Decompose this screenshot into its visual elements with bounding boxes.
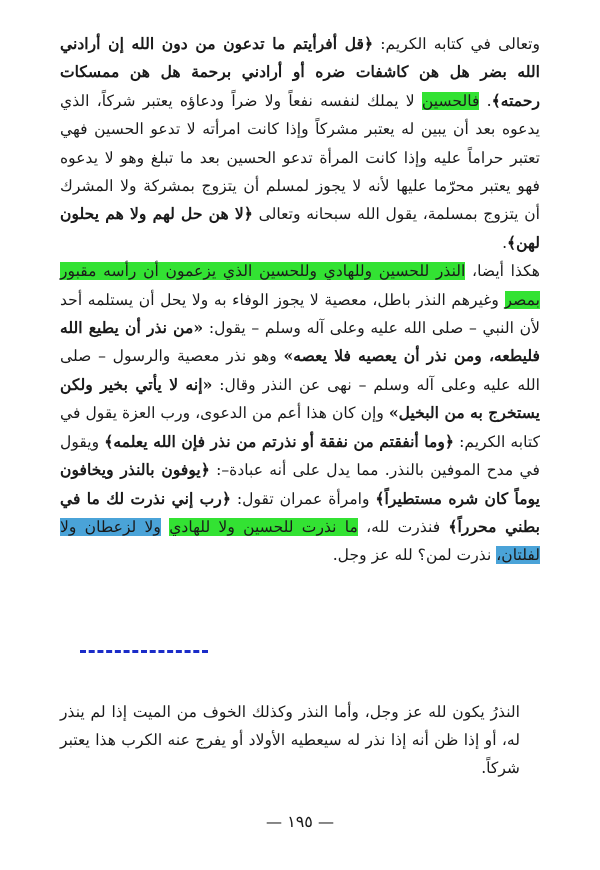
text-run: وهو نذر معصية والرسول – صلى الله عليه وعلى آله وسلم – نهى عن النذر وقال: <box>60 347 540 394</box>
text-run: وتعالى في كتابه الكريم: <box>373 35 540 53</box>
paragraph-1 <box>60 30 540 257</box>
quran-quote: ﴿يوفون بالنذر ويخافون يوماً كان شره مستطيراً﴾ <box>60 460 540 508</box>
quran-quote: ﴿لا هن حل لهم ولا هم يحلون لهن﴾ <box>60 204 540 252</box>
hadith-quote: «إنه لا يأتي بخير ولكن يستخرج به من البخيل» <box>60 374 540 423</box>
text-run: نذرت لمن؟ لله عز وجل. <box>332 546 497 565</box>
hadith-quote: «من نذر أن يطيع الله فليطعه، ومن نذر أن يعصيه فلا يعصه» <box>60 318 540 366</box>
quran-quote: ﴿وما أنفقتم من نفقة أو نذرتم من نذر فإن الله يعلمه﴾ <box>104 431 455 451</box>
highlighted-text: فالحسين <box>421 91 480 110</box>
paragraph-2 <box>60 257 540 569</box>
text-run: وإن كان هذا أعم من الدعوى، ورب العزة يقول في كتابه الكريم: <box>60 404 540 451</box>
document-body <box>60 30 540 570</box>
text-run: لا يملك لنفسه نفعاً ولا ضراً ودعاؤه يعتبر شركاً، الذي يدعوه بعد أن يبين له يعتبر مشركاً وإذا كانت امرأته لا تدعو الحسين فهي تعتبر حراماً عليه وإذا كانت المرأة تدعو الحسين بعد ما تبلغ وهو لا يدعوه فهو يعتبر محرّما عليها لأنه لا يجوز لمسلم أن يتزوج بمشركة ولا المشرك أن يتزوج بمسلمة، يقول الله سبحانه وتعالى <box>60 91 540 224</box>
dashed-underline <box>80 650 208 653</box>
text-run: وامرأة عمران تقول: <box>230 489 376 508</box>
text-run <box>161 518 169 536</box>
highlighted-text-blue: ولا لزعطان ولا لفلتان، <box>60 517 540 565</box>
text-run: . <box>479 91 492 110</box>
text-run: فنذرت لله، <box>357 517 449 536</box>
highlighted-text: ما نذرت للحسين ولا للهادي <box>169 517 358 536</box>
text-run: . <box>502 233 508 252</box>
quran-quote: ﴿قل أفرأيتم ما تدعون من دون الله إن أرادني الله بضر هل هن كاشفات ضره أو أرادني برحمة هل هن ممسكات رحمته﴾ <box>60 34 540 110</box>
text-run: هكذا أيضا، <box>465 262 540 281</box>
highlighted-text: النذر للحسين وللهادي وللحسين الذي يزعمون أن رأسه مقبور بمصر <box>60 262 540 309</box>
page-number: — ١٩٥ — <box>266 812 334 831</box>
quran-quote: ﴿رب إني نذرت لك ما في بطني محرراً﴾ <box>60 488 540 536</box>
text-run: ويقول في مدح الموفين بالنذر. مما يدل على أنه عبادة–: <box>60 432 540 480</box>
closing-paragraph: النذرُ يكون لله عز وجل، وأما النذر وكذلك الخوف من الميت إذا لم ينذر له، أو إذا ظن أنه إذا نذر له سيعطيه الأولاد أو يفرج عنه الكرب هذا يعتبر شركاً. <box>60 702 520 778</box>
text-run: وغيرهم النذر باطل، معصية لا يجوز الوفاء به ولا يحل أن يستلمه أحد لأن النبي – صلى الله عليه وعلى آله وسلم – يقول: <box>60 290 540 338</box>
